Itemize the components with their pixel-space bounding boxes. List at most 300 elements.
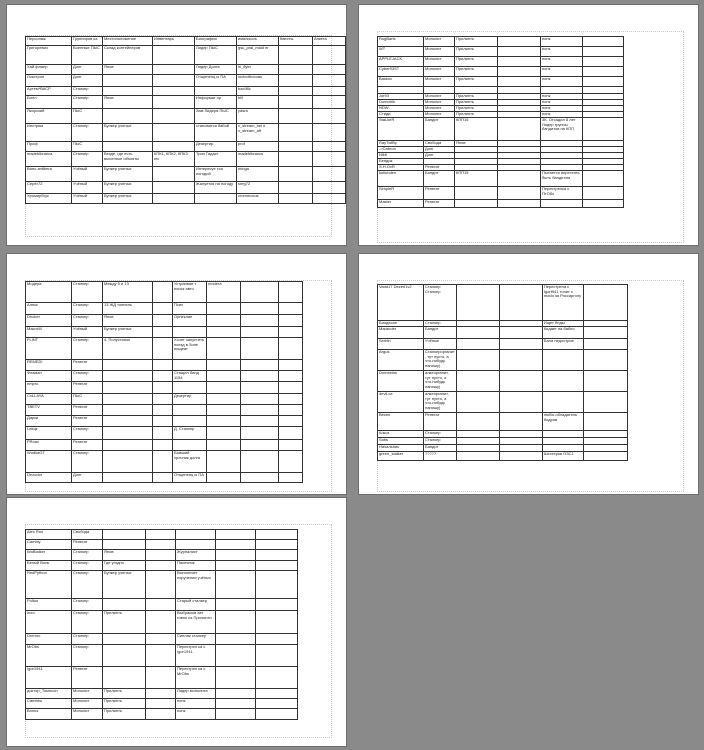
table-cell (256, 667, 298, 689)
table-cell (207, 440, 241, 451)
table-cell (173, 405, 207, 416)
table-cell (153, 167, 195, 182)
table-cell (541, 200, 583, 208)
table-cell (313, 194, 346, 204)
table-cell (279, 360, 303, 371)
table-cell: Прилипть (103, 689, 146, 699)
table-cell (313, 96, 346, 109)
table-cell (256, 561, 298, 571)
table-cell (241, 394, 279, 405)
table-cell: Билл (26, 96, 72, 109)
table-cell: Долг (424, 147, 455, 153)
table-cell (498, 87, 541, 94)
table-row (26, 182, 346, 194)
table-cell: Старый сталкер (176, 599, 216, 611)
table-cell: RugBaris (378, 37, 424, 47)
table-cell: Прилипть (103, 709, 146, 720)
table-cell (146, 667, 176, 689)
table-row (378, 87, 624, 94)
table-cell: CvLLAYA (26, 394, 72, 405)
table-cell: Сталкер (72, 427, 103, 440)
table-cell (583, 445, 627, 452)
table-cell (256, 645, 298, 667)
table-cell: gsc_pral_maid er (237, 46, 279, 65)
table-cell (456, 452, 499, 461)
table-cell (456, 371, 499, 392)
table-cell (583, 431, 627, 438)
table-cell: Сталкер (72, 303, 103, 315)
table-cell: понк (541, 77, 583, 87)
table-cell (103, 599, 146, 611)
table-cell (153, 109, 195, 124)
table-cell: Сталкер (72, 571, 103, 599)
table-row (26, 473, 303, 483)
table-cell: Орнеклие (173, 315, 207, 327)
table-cell (542, 431, 583, 438)
table-row (378, 371, 628, 392)
table-row (378, 77, 624, 87)
table-cell: Журналист (176, 550, 216, 561)
table-cell: Ренегат (424, 187, 455, 200)
sheet-page-3 (7, 254, 346, 494)
table-cell (456, 339, 499, 350)
table-row (26, 689, 298, 699)
table-cell (456, 392, 499, 413)
table-cell (542, 350, 583, 371)
table-cell (241, 303, 279, 315)
characters-table-1 (25, 36, 346, 204)
table-cell (279, 75, 313, 87)
table-cell: любы обладатель бодров (542, 413, 583, 431)
table-row (26, 382, 303, 394)
table-cell: Информат ор (195, 96, 237, 109)
table-cell (103, 540, 146, 550)
table-cell: Ренегат (72, 540, 103, 550)
table-row (26, 550, 298, 561)
table-cell: КПП15 (455, 118, 498, 141)
table-cell: Dremro (26, 634, 72, 645)
table-cell (499, 413, 542, 431)
table-cell: Сталкер Сталкер (424, 285, 457, 321)
table-cell (241, 315, 279, 327)
table-cell (498, 77, 541, 87)
table-cell: Склад контейнеров (103, 46, 153, 65)
table-cell (146, 699, 176, 709)
table-cell: Прилипть (455, 67, 498, 77)
table-cell: Ренегат (424, 165, 455, 171)
table-cell: Биография (195, 37, 237, 46)
table-cell (153, 360, 173, 371)
table-cell (279, 152, 313, 167)
table-cell: понк (176, 709, 216, 720)
table-cell: RedPython (26, 571, 72, 599)
table-cell: 3К. Отсадил 8 лет Лидер группы бандитов на КПП (541, 118, 583, 141)
table-cell (103, 530, 146, 540)
table-cell (207, 303, 241, 315)
table-cell (153, 338, 173, 360)
table-cell (216, 634, 256, 645)
table-cell: Сталкер (72, 561, 103, 571)
table-row (26, 338, 303, 360)
table-cell (583, 67, 624, 77)
table-cell: Сталкер (72, 315, 103, 327)
table-row (26, 167, 346, 182)
table-cell (583, 57, 624, 67)
table-cell: Монолит (424, 106, 455, 112)
table-cell (241, 427, 279, 440)
table-cell: Прилипть (455, 47, 498, 57)
table-cell: Инвентарь (153, 37, 195, 46)
characters-table-5 (25, 529, 298, 720)
table-cell (499, 285, 542, 321)
table-row (26, 394, 303, 405)
table-cell (153, 394, 173, 405)
table-cell (499, 339, 542, 350)
table-cell: Сталкер (72, 152, 103, 167)
table-cell: crommocus (237, 194, 279, 204)
table-cell (153, 416, 173, 427)
table-cell (256, 634, 298, 645)
table-cell (499, 431, 542, 438)
table-cell: Монолит (72, 699, 103, 709)
table-cell (455, 87, 498, 94)
table-cell (207, 382, 241, 394)
table-cell (498, 200, 541, 208)
table-cell: Сталкер (424, 438, 457, 445)
table-cell: Монолит (424, 100, 455, 106)
table-row (378, 413, 628, 431)
table-cell: Сталкер (72, 338, 103, 360)
table-cell: Прилипть (455, 94, 498, 100)
table-cell (207, 394, 241, 405)
table-cell (153, 75, 195, 87)
table-cell (103, 667, 146, 689)
table-row (378, 452, 628, 461)
table-cell (456, 413, 499, 431)
table-cell: Бывший срочник долга (173, 451, 207, 473)
table-cell (153, 282, 173, 303)
table-cell: Учёный (72, 327, 103, 338)
table-row (26, 303, 303, 315)
table-cell: Cambbu (26, 699, 72, 709)
table-cell: понк (541, 47, 583, 57)
table-row (378, 285, 628, 321)
table-cell: Свобода (72, 530, 103, 540)
table-cell: Лидер Долга (195, 65, 237, 75)
table-cell (498, 171, 541, 187)
table-cell: loctcoltlocoas (237, 75, 279, 87)
table-cell: Устраивае т поиск авто (173, 282, 207, 303)
table-row (26, 561, 298, 571)
table-cell: Сталкер (72, 282, 103, 303)
table-cell: Учёный (72, 167, 103, 182)
table-cell: APPLEJACK (378, 57, 424, 67)
table-cell (241, 405, 279, 416)
table-cell (103, 142, 153, 152)
table-cell: понк (541, 94, 583, 100)
table-cell (216, 571, 256, 599)
table-cell: Янов (103, 315, 153, 327)
table-cell: Прилипть (455, 112, 498, 118)
table-row (26, 142, 346, 152)
table-cell: Монолит (424, 47, 455, 57)
table-cell: понк (541, 67, 583, 77)
table-cell (279, 182, 313, 194)
table-cell (256, 540, 298, 550)
table-cell: Янов (103, 550, 146, 561)
table-cell (146, 634, 176, 645)
table-cell: Сталкер (72, 645, 103, 667)
table-cell (207, 360, 241, 371)
table-row (378, 438, 628, 445)
table-cell: ПЫС (72, 142, 103, 152)
table-cell (542, 445, 583, 452)
table-cell (103, 427, 153, 440)
table-cell: Квесты (279, 37, 313, 46)
table-cell (207, 473, 241, 483)
table-cell: Учёные (424, 339, 457, 350)
table-row (378, 37, 624, 47)
table-cell (313, 124, 346, 142)
table-cell: Сталкер (72, 87, 103, 96)
table-cell (499, 445, 542, 452)
table-cell: Сталкер (72, 611, 103, 634)
table-cell (216, 645, 256, 667)
table-cell (153, 405, 173, 416)
table-cell (146, 550, 176, 561)
table-cell (103, 371, 153, 382)
table-cell: Бандит (424, 171, 455, 187)
table-cell: Белый Волк (26, 561, 72, 571)
table-cell: Бандит (424, 118, 455, 141)
table-cell: Бункер ученых (103, 167, 153, 182)
table-cell: Ренегат (72, 667, 103, 689)
table-cell: Стиди (378, 112, 424, 118)
table-cell: Alex Ron (26, 530, 72, 540)
table-cell: Сталкер (424, 431, 457, 438)
table-cell (279, 124, 313, 142)
table-cell: bill (237, 96, 279, 109)
table-cell: алкеорганит, тут пусто, а что-нибудь напишу) (424, 371, 457, 392)
table-row (26, 37, 346, 46)
table-cell: Стащил бинд 1154 (173, 371, 207, 382)
table-cell (583, 77, 624, 87)
table-cell (241, 282, 279, 303)
table-cell: Domotrik (378, 100, 424, 106)
table-cell: PRoav (26, 440, 72, 451)
table-cell: Вино antibera (26, 167, 72, 182)
table-cell (498, 118, 541, 141)
table-cell: понк (541, 100, 583, 106)
table-cell: Монолит (424, 112, 455, 118)
table-row (26, 194, 346, 204)
table-cell: Кидает на бабло (542, 327, 583, 339)
table-cell: Бункер ученых (103, 124, 153, 142)
table-row (26, 667, 298, 689)
table-cell (146, 599, 176, 611)
table-cell: понк (176, 699, 216, 709)
table-row (378, 118, 624, 141)
table-cell: Персонаж (26, 37, 72, 46)
table-cell: FLINT (26, 338, 72, 360)
table-cell: Монолит (72, 689, 103, 699)
table-cell: Серёг72 (26, 182, 72, 194)
table-cell (499, 371, 542, 392)
table-cell (153, 303, 173, 315)
table-row (26, 530, 298, 540)
table-cell (153, 87, 195, 96)
table-cell: Сталкер (72, 550, 103, 561)
table-cell: Хромирбгус (26, 194, 72, 204)
table-row (26, 327, 303, 338)
table-cell: понк (541, 37, 583, 47)
table-cell (241, 416, 279, 427)
table-cell (153, 315, 173, 327)
table-cell (542, 438, 583, 445)
table-cell: Григоревич (26, 46, 72, 65)
table-cell (583, 200, 624, 208)
table-cell: modera (207, 282, 241, 303)
table-cell (279, 194, 313, 204)
table-cell (583, 438, 627, 445)
table-cell (279, 46, 313, 65)
table-cell: ircro (26, 611, 72, 634)
table-cell: minga (237, 167, 279, 182)
table-cell (498, 37, 541, 47)
table-cell (207, 451, 241, 473)
table-cell (103, 634, 146, 645)
table-cell: Master (378, 200, 424, 208)
table-cell: Перестрел ка с Igor1941 (176, 645, 216, 667)
table-cell (279, 427, 303, 440)
table-cell (153, 440, 173, 451)
table-row (378, 327, 628, 339)
table-cell: Монолит (424, 67, 455, 77)
table-cell (241, 327, 279, 338)
table-cell: Отщепенц ы ПА (195, 75, 237, 87)
table-cell: Бункер ученых (103, 182, 153, 194)
table-cell (216, 689, 256, 699)
table-cell (279, 315, 303, 327)
table-cell (279, 416, 303, 427)
table-cell: Bonus (26, 709, 72, 720)
table-cell (498, 47, 541, 57)
table-cell: понк (541, 57, 583, 67)
table-row (26, 427, 303, 440)
table-cell: Baskov (378, 77, 424, 87)
table-cell (456, 438, 499, 445)
table-cell (176, 530, 216, 540)
table-cell (103, 645, 146, 667)
table-cell: StaLkeR (378, 118, 424, 141)
table-cell (256, 709, 298, 720)
table-cell (378, 87, 424, 94)
table-cell (583, 285, 627, 321)
table-cell (542, 371, 583, 392)
table-cell (153, 194, 195, 204)
table-cell (153, 382, 173, 394)
sheet-page-4 (359, 254, 698, 494)
table-cell (195, 87, 237, 96)
table-cell: Пасечник (176, 561, 216, 571)
characters-table-3 (25, 281, 303, 483)
table-cell (279, 382, 303, 394)
table-cell (583, 350, 627, 371)
characters-table-4 (377, 284, 628, 461)
table-cell: Igor1941 (26, 667, 72, 689)
table-cell: Весен (378, 413, 424, 431)
table-cell (173, 416, 207, 427)
table-cell (498, 187, 541, 200)
table-row (378, 47, 624, 57)
table-cell: Псих (173, 303, 207, 315)
table-row (26, 405, 303, 416)
table-cell (313, 182, 346, 194)
table-cell (103, 394, 153, 405)
table-row (26, 634, 298, 645)
table-cell: Ренегат (424, 413, 457, 431)
table-cell (583, 392, 627, 413)
table-row (26, 87, 346, 96)
table-cell: становится бабой (195, 124, 237, 142)
table-cell (153, 327, 173, 338)
table-row (378, 57, 624, 67)
table-row (26, 360, 303, 371)
table-row (26, 611, 298, 634)
table-cell (583, 371, 627, 392)
table-cell (313, 167, 346, 182)
table-cell: green_stalker (378, 452, 424, 461)
table-cell (279, 338, 303, 360)
table-row (26, 599, 298, 611)
table-row (26, 46, 346, 65)
table-cell: kolluhden (378, 171, 424, 187)
table-cell: Бункер ученых (103, 327, 153, 338)
table-cell (146, 561, 176, 571)
table-cell: 4. Полустанок (103, 338, 153, 360)
table-cell: Прилипть (455, 57, 498, 67)
table-cell (176, 540, 216, 550)
table-cell (499, 452, 542, 461)
table-cell (153, 473, 173, 483)
table-cell: MacroW (26, 327, 72, 338)
table-cell: Модера (26, 282, 72, 303)
table-cell: ????? (424, 452, 457, 461)
table-cell: Dhoker (26, 315, 72, 327)
table-cell: Жалуется на погоду (195, 182, 237, 194)
table-cell (279, 405, 303, 416)
table-row (378, 67, 624, 77)
table-cell: Инстрим (26, 124, 72, 142)
table-row (26, 282, 303, 303)
sheet-page-1 (7, 5, 346, 245)
table-cell (279, 394, 303, 405)
table-cell (456, 350, 499, 371)
table-cell (216, 611, 256, 634)
table-cell (153, 371, 173, 382)
table-cell: TBETV (26, 405, 72, 416)
table-cell (153, 124, 195, 142)
table-cell (455, 200, 498, 208)
table-cell (207, 427, 241, 440)
table-cell (499, 327, 542, 339)
table-cell (103, 109, 153, 124)
table-cell (216, 699, 256, 709)
table-cell: Lekqz (26, 427, 72, 440)
table-cell (146, 530, 176, 540)
table-cell: Артем*ВАСР (26, 87, 72, 96)
table-cell (256, 689, 298, 699)
